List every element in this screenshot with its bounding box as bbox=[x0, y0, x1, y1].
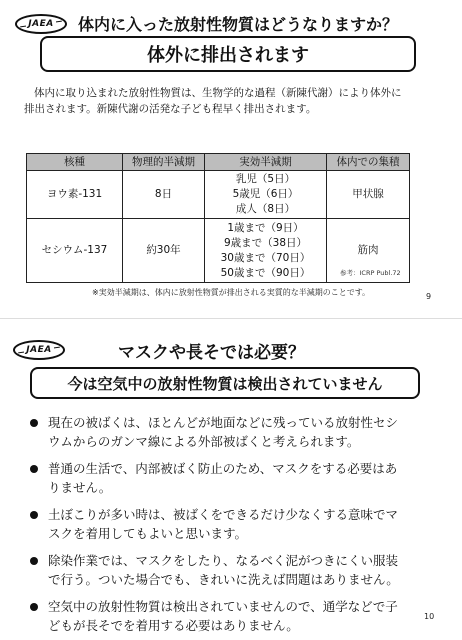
cell-effective bbox=[205, 171, 327, 219]
bullet-icon bbox=[30, 603, 38, 611]
effective-entry: 乳児（5日） bbox=[235, 173, 296, 185]
list-item-line: 空気中の放射性物質は検出されていませんので、通学などで子 bbox=[48, 599, 398, 614]
header-effective-half-life: 実効半減期 bbox=[205, 154, 327, 171]
answer-box bbox=[40, 36, 416, 72]
bullet-icon bbox=[30, 465, 38, 473]
page-number: 9 bbox=[426, 292, 432, 301]
half-life-table bbox=[26, 153, 410, 283]
bullet-icon bbox=[30, 419, 38, 427]
list-item bbox=[30, 598, 415, 635]
section-title: 体内に入った放射性物質はどうなりますか？ bbox=[78, 15, 399, 34]
effective-entry: 5歳児（6日） bbox=[232, 188, 299, 200]
answer-text: 体外に排出されます bbox=[147, 45, 309, 66]
page-divider bbox=[0, 318, 462, 319]
list-item-line: ウムからのガンマ線による外部被ばくと考えられます。 bbox=[48, 433, 360, 449]
list-item bbox=[30, 460, 415, 497]
cell-accumulation: 筋肉 bbox=[327, 219, 410, 283]
answer-text: 今は空気中の放射性物質は検出されていません bbox=[67, 374, 383, 393]
list-item-line: スクを着用してもよいと思います。 bbox=[48, 525, 248, 541]
bullet-icon bbox=[30, 511, 38, 519]
list-item-line: どもが長そでを着用する必要はありません。 bbox=[48, 617, 299, 633]
paragraph-line: 体内に取り込まれた放射性物質は、生物学的な過程（新陳代謝）により体外に bbox=[34, 87, 402, 99]
paragraph-line: 排出されます。新陳代謝の活発な子ども程早く排出されます。 bbox=[24, 103, 317, 115]
list-item bbox=[30, 414, 415, 451]
bullet-list bbox=[30, 414, 415, 640]
list-item-line: で行う。ついた場合でも、きれいに洗えば問題はありません。 bbox=[48, 571, 399, 587]
list-item-line: りません。 bbox=[48, 479, 112, 495]
jaea-logo: JAEA bbox=[13, 340, 65, 360]
cell-nuclide: セシウム-137 bbox=[27, 219, 123, 283]
list-item-line: 土ぼこりが多い時は、被ばくをできるだけ少なくする意味でマ bbox=[48, 507, 399, 522]
table-row bbox=[27, 171, 410, 219]
header-accumulation: 体内での集積 bbox=[327, 154, 410, 171]
header-physical-half-life: 物理的半減期 bbox=[123, 154, 205, 171]
list-item-line: 現在の被ばくは、ほとんどが地面などに残っている放射性セシ bbox=[48, 415, 399, 430]
header-nuclide: 核種 bbox=[27, 154, 123, 171]
footnote: ※実効半減期は、体内に放射性物質が排出される実質的な半減期のことです。 bbox=[92, 288, 371, 297]
list-item bbox=[30, 506, 415, 543]
answer-box bbox=[30, 367, 420, 399]
intro-paragraph bbox=[24, 85, 434, 117]
effective-entry: 成人（8日） bbox=[235, 203, 296, 215]
cell-physical: 8日 bbox=[123, 171, 205, 219]
list-item-line: 除染作業では、マスクをしたり、なるべく泥がつきにくい服装 bbox=[48, 553, 399, 568]
table-header-row bbox=[27, 154, 410, 171]
jaea-logo: JAEA bbox=[15, 14, 67, 34]
cell-nuclide: ヨウ素-131 bbox=[27, 171, 123, 219]
effective-entry: 30歳まで（70日） bbox=[220, 251, 311, 264]
effective-entry: 1歳まで（9日） bbox=[227, 221, 304, 234]
reference-text: 参考：ICRP Publ.72 bbox=[340, 269, 401, 277]
effective-entry: 9歳まで（38日） bbox=[223, 236, 308, 249]
list-item bbox=[30, 552, 415, 589]
cell-accumulation: 甲状腺 bbox=[327, 171, 410, 219]
section-title: マスクや長そでは必要？ bbox=[118, 343, 305, 363]
cell-physical: 約30年 bbox=[123, 219, 205, 283]
cell-effective bbox=[205, 219, 327, 283]
page-number: 10 bbox=[424, 612, 435, 621]
list-item-line: 普通の生活で、内部被ばく防止のため、マスクをする必要はあ bbox=[48, 461, 398, 476]
effective-entry: 50歳まで（90日） bbox=[220, 266, 311, 279]
bullet-icon bbox=[30, 557, 38, 565]
